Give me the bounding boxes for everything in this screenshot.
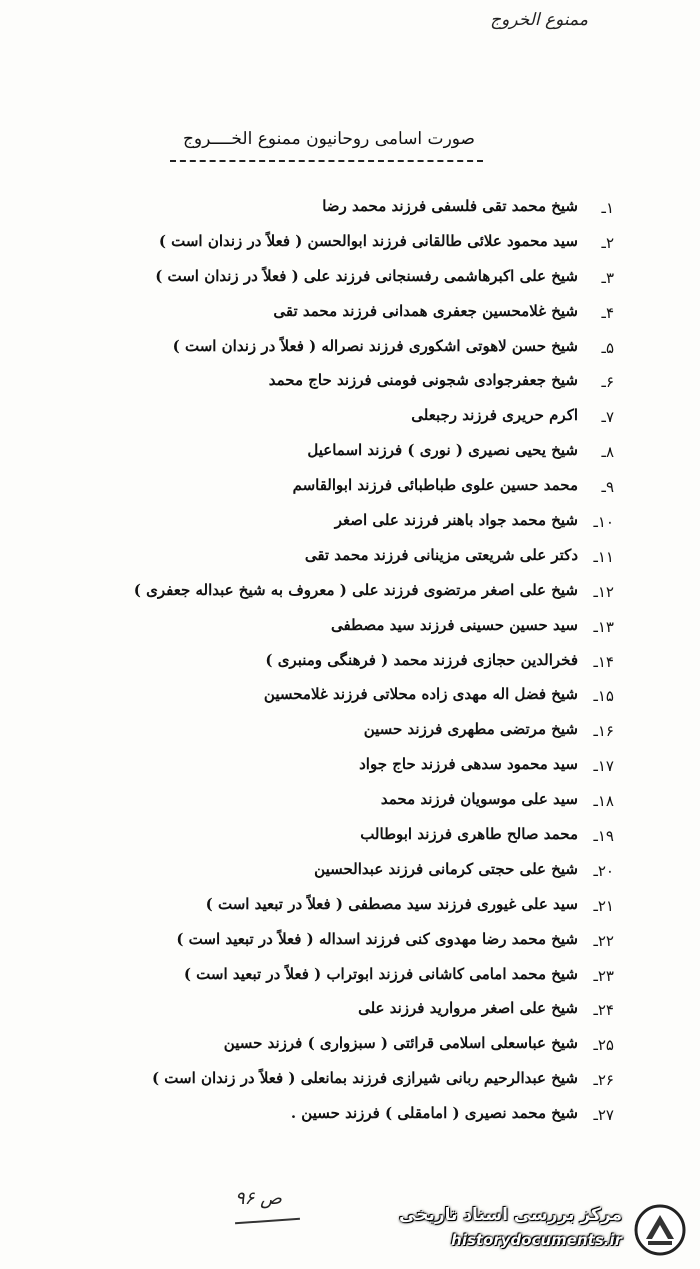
entry-number: ۱۳ـ — [593, 617, 614, 636]
list-item — [0, 437, 700, 472]
entry-text: شیخ علی حجتی کرمانی فرزند عبدالحسین — [314, 859, 578, 878]
list-item — [0, 228, 700, 263]
entry-number: ۸ـ — [601, 443, 614, 462]
list-item — [0, 891, 700, 926]
list-item — [0, 786, 700, 821]
list-item — [0, 961, 700, 996]
entry-text: شیخ محمد رضا مهدوی کنی فرزند اسداله ( فعلاً در تبعید است ) — [176, 929, 578, 948]
entry-text: شیخ علی اصغر مرتضوی فرزند علی ( معروف به شیخ عبداله جعفری ) — [133, 580, 578, 599]
entry-text: شیخ علی اکبرهاشمی رفسنجانی فرزند علی ( فعلاً در زندان است ) — [155, 266, 578, 285]
entry-number: ۱۴ـ — [593, 652, 614, 671]
list-item — [0, 821, 700, 856]
list-item — [0, 577, 700, 612]
title-underline — [170, 160, 483, 162]
list-item — [0, 612, 700, 647]
list-item — [0, 1030, 700, 1065]
list-item — [0, 507, 700, 542]
list-item — [0, 193, 700, 228]
entry-text: فخرالدین حجازی فرزند محمد ( فرهنگی ومنبری ) — [265, 650, 578, 669]
entry-number: ۲۲ـ — [593, 931, 614, 950]
entry-text: شیخ حسن لاهوتی اشکوری فرزند نصراله ( فعلاً در زندان است ) — [172, 336, 578, 355]
list-item — [0, 298, 700, 333]
page-number-underline — [235, 1218, 300, 1225]
entry-text: سید محمود سدهی فرزند حاج جواد — [359, 755, 578, 774]
list-item — [0, 1100, 700, 1135]
entry-text: سید علی موسویان فرزند محمد — [380, 790, 578, 809]
entry-number: ۱۰ـ — [593, 513, 614, 532]
watermark-url: historydocuments.ir — [451, 1231, 622, 1249]
entry-number: ۵ـ — [601, 338, 614, 357]
entry-text: محمد صالح طاهری فرزند ابوطالب — [360, 825, 578, 844]
entry-number: ۱۵ـ — [593, 687, 614, 706]
entry-number: ۱۶ـ — [593, 722, 614, 741]
entry-text: شیخ محمد امامی کاشانی فرزند ابوتراب ( فعلاً در تبعید است ) — [183, 964, 578, 983]
entry-text: سید محمود علائی طالقانی فرزند ابوالحسن ( فعلاً در زندان است ) — [158, 231, 578, 250]
entry-text: شیخ محمد تقی فلسفی فرزند محمد رضا — [322, 197, 578, 215]
entry-number: ۲۳ـ — [593, 966, 614, 985]
entry-text: شیخ جعفرجوادی شجونی فومنی فرزند حاج محمد — [268, 371, 578, 390]
name-list — [0, 193, 700, 1135]
list-item — [0, 542, 700, 577]
list-item — [0, 647, 700, 682]
list-item — [0, 472, 700, 507]
entry-text: شیخ مرتضی مطهری فرزند حسین — [363, 720, 578, 739]
entry-number: ۱۱ـ — [593, 547, 614, 566]
list-item — [0, 716, 700, 751]
list-item — [0, 681, 700, 716]
entry-number: ۲ـ — [601, 233, 614, 252]
list-item — [0, 333, 700, 368]
archive-watermark — [392, 1201, 692, 1259]
list-item — [0, 263, 700, 298]
entry-number: ۲۱ـ — [593, 896, 614, 915]
watermark-name: مرکز بررسی اسناد تاریخی — [399, 1205, 622, 1225]
entry-text: شیخ محمد نصیری ( امامقلی ) فرزند حسین . — [290, 1104, 578, 1123]
entry-number: ۹ـ — [601, 478, 614, 497]
list-item — [0, 926, 700, 961]
entry-number: ۲۵ـ — [593, 1036, 614, 1055]
list-item — [0, 995, 700, 1030]
entry-text: دکتر علی شریعتی مزینانی فرزند محمد تقی — [304, 545, 578, 564]
entry-number: ۱۸ـ — [593, 792, 614, 811]
list-item — [0, 856, 700, 891]
entry-text: شیخ محمد جواد باهنر فرزند علی اصغر — [334, 511, 578, 530]
handwritten-note: ممنوع الخروج — [490, 10, 588, 30]
list-item — [0, 751, 700, 786]
entry-text: شیخ فضل اله مهدی زاده محلاتی فرزند غلامحسین — [263, 685, 578, 704]
entry-text: شیخ عباسعلی اسلامی قرائتی ( سبزواری ) فرزند حسین — [223, 1034, 578, 1053]
entry-number: ۳ـ — [601, 268, 614, 287]
entry-text: شیخ عبدالرحیم ربانی شیرازی فرزند بمانعلی ( فعلاً در زندان است ) — [151, 1069, 578, 1088]
entry-text: شیخ یحیی نصیری ( نوری ) فرزند اسماعیل — [307, 441, 578, 460]
entry-number: ۲۷ـ — [593, 1106, 614, 1125]
entry-text: محمد حسین علوی طباطبائی فرزند ابوالقاسم — [292, 476, 578, 495]
page-number: ص ۹۶ — [235, 1188, 282, 1209]
entry-text: سید علی غیوری فرزند سید مصطفی ( فعلاً در تبعید است ) — [205, 894, 578, 913]
entry-number: ۲۴ـ — [593, 1001, 614, 1020]
entry-number: ۱ـ — [601, 199, 614, 217]
entry-text: شیخ علی اصغر مروارید فرزند علی — [358, 999, 578, 1018]
entry-number: ۱۲ـ — [593, 582, 614, 601]
entry-number: ۱۹ـ — [593, 827, 614, 846]
list-item — [0, 367, 700, 402]
entry-number: ۶ـ — [601, 373, 614, 392]
archive-logo-icon — [632, 1203, 688, 1257]
list-item — [0, 1065, 700, 1100]
entry-number: ۲۰ـ — [593, 861, 614, 880]
entry-number: ۷ـ — [601, 408, 614, 427]
list-item — [0, 402, 700, 437]
entry-text: شیخ غلامحسین جعفری همدانی فرزند محمد تقی — [273, 301, 578, 320]
entry-number: ۱۷ـ — [593, 757, 614, 776]
entry-number: ۲۶ـ — [593, 1071, 614, 1090]
entry-text: اکرم حریری فرزند رجبعلی — [411, 406, 578, 425]
document-title: صورت اسامی روحانیون ممنوع الخــــروج — [182, 129, 475, 149]
entry-text: سید حسین حسینی فرزند سید مصطفی — [330, 615, 578, 634]
entry-number: ۴ـ — [601, 303, 614, 322]
